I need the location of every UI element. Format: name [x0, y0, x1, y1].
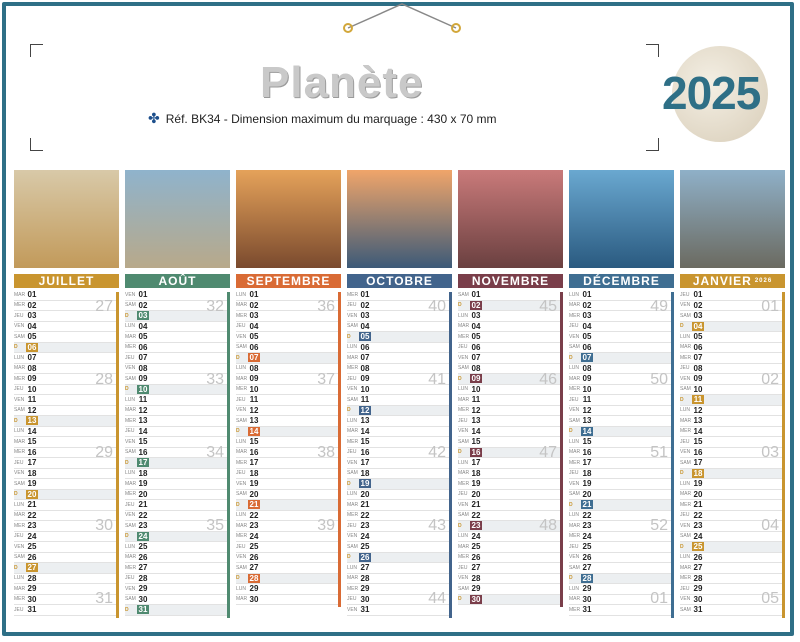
- day-row: VEN 18: [14, 469, 119, 480]
- day-row: LUN 11: [125, 395, 230, 406]
- day-row: JEU 11: [569, 395, 674, 406]
- day-row: VEN 22: [125, 511, 230, 522]
- day-row: JEU 07: [125, 353, 230, 364]
- day-row: LUN 19: [680, 479, 785, 490]
- day-row: MAR 09: [569, 374, 674, 385]
- day-row: VEN 31: [347, 605, 452, 616]
- day-row: JEU 25: [569, 542, 674, 553]
- day-row: SAM 27: [569, 563, 674, 574]
- day-row: MER 15: [347, 437, 452, 448]
- day-row: SAM 22: [458, 511, 563, 522]
- week-number: 40: [428, 298, 446, 315]
- day-row: JEU 01: [680, 290, 785, 301]
- day-row: MER 05: [458, 332, 563, 343]
- month-accent-bar: [338, 292, 341, 607]
- week-number: 01: [650, 590, 668, 607]
- year-label: 2025: [662, 67, 761, 119]
- day-row: JEU 09: [347, 374, 452, 385]
- month-photo: [14, 170, 119, 268]
- brand-title: Planète: [260, 58, 424, 107]
- day-row: SAM 29: [458, 584, 563, 595]
- day-row: MER 09: [14, 374, 119, 385]
- day-row: D 05: [347, 332, 452, 343]
- day-row: JEU 20: [458, 490, 563, 501]
- week-number: 33: [206, 371, 224, 388]
- day-row: D 14: [236, 427, 341, 438]
- week-number: 50: [650, 371, 668, 388]
- day-row: MER 13: [125, 416, 230, 427]
- week-number: 46: [539, 371, 557, 388]
- day-row: D 28: [569, 574, 674, 585]
- day-row: VEN 09: [680, 374, 785, 385]
- day-row: MER 23: [14, 521, 119, 532]
- day-row: SAM 27: [236, 563, 341, 574]
- month-photo: [680, 170, 785, 268]
- day-row: MAR 02: [569, 301, 674, 312]
- week-number: 47: [539, 444, 557, 461]
- day-row: JEU 27: [458, 563, 563, 574]
- day-row: JEU 08: [680, 364, 785, 375]
- week-number: 35: [206, 517, 224, 534]
- crop-mark: [30, 138, 43, 151]
- day-row: D 25: [680, 542, 785, 553]
- day-row: VEN 03: [347, 311, 452, 322]
- day-row: SAM 26: [14, 553, 119, 564]
- day-row: MAR 22: [14, 511, 119, 522]
- month-header: [125, 274, 230, 288]
- month-accent-bar: [227, 292, 230, 618]
- month-photo: [458, 170, 563, 268]
- day-row: D 19: [347, 479, 452, 490]
- day-row: MAR 04: [458, 322, 563, 333]
- week-number: 29: [95, 444, 113, 461]
- day-row: VEN 29: [125, 584, 230, 595]
- month-header: [569, 274, 674, 288]
- day-row: SAM 19: [14, 479, 119, 490]
- month-column: [680, 170, 785, 634]
- day-row: VEN 07: [458, 353, 563, 364]
- day-row: MAR 18: [458, 469, 563, 480]
- week-number: 34: [206, 444, 224, 461]
- day-row: SAM 16: [125, 448, 230, 459]
- month-accent-bar: [782, 292, 785, 618]
- day-row: SAM 05: [14, 332, 119, 343]
- day-row: JEU 23: [347, 521, 452, 532]
- month-header: [347, 274, 452, 288]
- crop-mark: [646, 138, 659, 151]
- reference-line: [148, 110, 497, 127]
- day-row: LUN 13: [347, 416, 452, 427]
- day-row: MAR 27: [680, 563, 785, 574]
- day-row: MAR 15: [14, 437, 119, 448]
- day-row: MAR 28: [347, 574, 452, 585]
- month-header: [14, 274, 119, 288]
- month-accent-bar: [560, 292, 563, 607]
- day-row: LUN 29: [236, 584, 341, 595]
- day-row: LUN 08: [236, 364, 341, 375]
- day-row: JEU 10: [14, 385, 119, 396]
- day-row: D 27: [14, 563, 119, 574]
- month-column: [569, 170, 674, 634]
- day-row: SAM 17: [680, 458, 785, 469]
- week-number: 01: [761, 298, 779, 315]
- week-number: 05: [761, 590, 779, 607]
- day-row: LUN 15: [569, 437, 674, 448]
- day-row: MER 08: [347, 364, 452, 375]
- day-row: LUN 17: [458, 458, 563, 469]
- day-row: SAM 09: [125, 374, 230, 385]
- day-row: JEU 30: [347, 595, 452, 606]
- week-number: 38: [317, 444, 335, 461]
- day-row: JEU 04: [236, 322, 341, 333]
- day-row: MAR 07: [347, 353, 452, 364]
- day-row: JEU 22: [680, 511, 785, 522]
- month-name: SEPTEMBRE: [246, 274, 331, 288]
- day-row: MAR 20: [680, 490, 785, 501]
- day-row: MAR 16: [236, 448, 341, 459]
- week-number: 03: [761, 444, 779, 461]
- day-row: JEU 11: [236, 395, 341, 406]
- month-subtitle: 2026: [754, 278, 773, 284]
- day-row: MAR 09: [236, 374, 341, 385]
- day-row: MER 29: [347, 584, 452, 595]
- month-accent-bar: [449, 292, 452, 618]
- day-row: VEN 30: [680, 595, 785, 606]
- day-row: VEN 10: [347, 385, 452, 396]
- day-row: VEN 12: [236, 406, 341, 417]
- day-row: LUN 29: [569, 584, 674, 595]
- day-row: MAR 30: [236, 595, 341, 606]
- day-row: JEU 02: [347, 301, 452, 312]
- day-row: JEU 25: [236, 542, 341, 553]
- day-row: LUN 06: [347, 343, 452, 354]
- day-row: VEN 24: [347, 532, 452, 543]
- week-number: 31: [95, 590, 113, 607]
- month-photo: [125, 170, 230, 268]
- day-row: D 04: [680, 322, 785, 333]
- day-row: VEN 05: [236, 332, 341, 343]
- day-row: D 23: [458, 521, 563, 532]
- day-row: MER 03: [569, 311, 674, 322]
- year-block: [662, 46, 772, 156]
- day-row: D 20: [14, 490, 119, 501]
- week-number: 43: [428, 517, 446, 534]
- day-row: LUN 08: [569, 364, 674, 375]
- day-row: MAR 01: [14, 290, 119, 301]
- day-row: MAR 13: [680, 416, 785, 427]
- day-row: LUN 12: [680, 406, 785, 417]
- week-number: 02: [761, 371, 779, 388]
- crop-mark: [646, 44, 659, 57]
- day-row: MER 17: [236, 458, 341, 469]
- day-row: MAR 29: [14, 584, 119, 595]
- week-number: 42: [428, 444, 446, 461]
- month-column: [14, 170, 119, 634]
- day-row: SAM 06: [569, 343, 674, 354]
- day-row: MAR 02: [236, 301, 341, 312]
- day-row: SAM 30: [125, 595, 230, 606]
- day-row: VEN 19: [236, 479, 341, 490]
- month-name: JUILLET: [38, 274, 95, 288]
- month-column: [458, 170, 563, 634]
- week-number: 36: [317, 298, 335, 315]
- day-row: MER 21: [680, 500, 785, 511]
- day-row: VEN 26: [236, 553, 341, 564]
- day-row: D 26: [347, 553, 452, 564]
- day-row: JEU 28: [125, 574, 230, 585]
- day-row: MAR 08: [14, 364, 119, 375]
- day-row: MAR 25: [458, 542, 563, 553]
- day-row: D 14: [569, 427, 674, 438]
- day-row: MER 10: [236, 385, 341, 396]
- month-photo: [569, 170, 674, 268]
- day-row: LUN 04: [125, 322, 230, 333]
- day-row: JEU 29: [680, 584, 785, 595]
- month-name: AOÛT: [158, 274, 197, 288]
- day-row: MAR 14: [347, 427, 452, 438]
- day-row: LUN 25: [125, 542, 230, 553]
- day-row: D 21: [569, 500, 674, 511]
- day-row: MER 07: [680, 353, 785, 364]
- day-row: MER 17: [569, 458, 674, 469]
- day-row: D 03: [125, 311, 230, 322]
- month-header: [680, 274, 785, 288]
- day-row: D 09: [458, 374, 563, 385]
- day-row: VEN 28: [458, 574, 563, 585]
- day-row: LUN 01: [236, 290, 341, 301]
- day-row: SAM 08: [458, 364, 563, 375]
- day-row: MER 28: [680, 574, 785, 585]
- day-row: VEN 15: [125, 437, 230, 448]
- day-row: SAM 02: [125, 301, 230, 312]
- day-row: VEN 12: [569, 406, 674, 417]
- day-row: SAM 06: [236, 343, 341, 354]
- day-row: JEU 24: [14, 532, 119, 543]
- day-row: JEU 03: [14, 311, 119, 322]
- week-number: 45: [539, 298, 557, 315]
- month-name: JANVIER: [692, 274, 752, 288]
- month-name: OCTOBRE: [366, 274, 433, 288]
- crop-mark: [30, 44, 43, 57]
- week-number: 48: [539, 517, 557, 534]
- day-row: D 12: [347, 406, 452, 417]
- day-row: MER 19: [458, 479, 563, 490]
- day-row: MAR 06: [680, 343, 785, 354]
- hanging-cord: [342, 0, 462, 34]
- clover-icon: ✤: [148, 110, 160, 126]
- day-row: MER 30: [14, 595, 119, 606]
- day-row: LUN 26: [680, 553, 785, 564]
- day-row: VEN 23: [680, 521, 785, 532]
- day-row: JEU 21: [125, 500, 230, 511]
- day-row: LUN 28: [14, 574, 119, 585]
- day-row: SAM 20: [236, 490, 341, 501]
- day-row: D 24: [125, 532, 230, 543]
- day-row: MER 06: [125, 343, 230, 354]
- week-number: 52: [650, 517, 668, 534]
- day-row: MAR 12: [125, 406, 230, 417]
- day-row: SAM 04: [347, 322, 452, 333]
- day-row: D 07: [236, 353, 341, 364]
- day-row: MAR 23: [236, 521, 341, 532]
- day-row: VEN 08: [125, 364, 230, 375]
- day-row: SAM 23: [125, 521, 230, 532]
- month-photo: [347, 170, 452, 268]
- day-row: SAM 13: [569, 416, 674, 427]
- day-row: MER 03: [236, 311, 341, 322]
- week-number: 44: [428, 590, 446, 607]
- week-number: 32: [206, 298, 224, 315]
- day-row: VEN 05: [569, 332, 674, 343]
- day-row: D 06: [14, 343, 119, 354]
- day-row: LUN 22: [236, 511, 341, 522]
- day-row: VEN 16: [680, 448, 785, 459]
- day-row: JEU 06: [458, 343, 563, 354]
- day-row: D 28: [236, 574, 341, 585]
- month-name: DÉCEMBRE: [583, 274, 660, 288]
- day-row: JEU 13: [458, 416, 563, 427]
- day-row: VEN 11: [14, 395, 119, 406]
- day-row: LUN 05: [680, 332, 785, 343]
- day-row: SAM 10: [680, 385, 785, 396]
- day-row: SAM 18: [347, 469, 452, 480]
- month-accent-bar: [671, 292, 674, 618]
- day-row: MAR 16: [569, 448, 674, 459]
- day-row: SAM 24: [680, 532, 785, 543]
- day-row: MAR 21: [347, 500, 452, 511]
- day-row: LUN 03: [458, 311, 563, 322]
- month-photo: [236, 170, 341, 268]
- day-row: VEN 02: [680, 301, 785, 312]
- day-row: D 31: [125, 605, 230, 616]
- day-row: JEU 16: [347, 448, 452, 459]
- day-row: MER 22: [347, 511, 452, 522]
- week-number: 28: [95, 371, 113, 388]
- day-row: D 02: [458, 301, 563, 312]
- month-column: [347, 170, 452, 634]
- day-row: D 11: [680, 395, 785, 406]
- month-accent-bar: [116, 292, 119, 618]
- day-row: LUN 21: [14, 500, 119, 511]
- day-row: SAM 03: [680, 311, 785, 322]
- day-row: MAR 26: [125, 553, 230, 564]
- month-header: [458, 274, 563, 288]
- day-row: SAM 25: [347, 542, 452, 553]
- day-row: LUN 24: [458, 532, 563, 543]
- day-row: D 18: [680, 469, 785, 480]
- day-row: LUN 27: [347, 563, 452, 574]
- week-number: 51: [650, 444, 668, 461]
- day-row: JEU 18: [569, 469, 674, 480]
- day-row: D 16: [458, 448, 563, 459]
- week-number: 49: [650, 298, 668, 315]
- week-number: 37: [317, 371, 335, 388]
- day-row: VEN 14: [458, 427, 563, 438]
- day-row: LUN 18: [125, 469, 230, 480]
- day-row: JEU 18: [236, 469, 341, 480]
- day-row: D 21: [236, 500, 341, 511]
- day-row: SAM 13: [236, 416, 341, 427]
- day-row: D 07: [569, 353, 674, 364]
- months-grid: [14, 170, 786, 634]
- week-number: 41: [428, 371, 446, 388]
- day-row: MER 31: [569, 605, 674, 616]
- day-row: SAM 12: [14, 406, 119, 417]
- day-row: LUN 20: [347, 490, 452, 501]
- day-row: MER 01: [347, 290, 452, 301]
- day-row: MER 27: [125, 563, 230, 574]
- day-row: D 30: [458, 595, 563, 606]
- day-row: LUN 07: [14, 353, 119, 364]
- day-row: VEN 25: [14, 542, 119, 553]
- day-row: LUN 10: [458, 385, 563, 396]
- day-row: JEU 31: [14, 605, 119, 616]
- day-row: VEN 01: [125, 290, 230, 301]
- day-row: MER 20: [125, 490, 230, 501]
- month-column: [236, 170, 341, 634]
- day-row: MER 24: [236, 532, 341, 543]
- reference-text: Réf. BK34 - Dimension maximum du marquage : 430 x 70 mm: [165, 111, 497, 126]
- month-name: NOVEMBRE: [471, 274, 550, 288]
- day-row: VEN 04: [14, 322, 119, 333]
- day-row: MER 16: [14, 448, 119, 459]
- day-row: MAR 23: [569, 521, 674, 532]
- day-row: SAM 15: [458, 437, 563, 448]
- day-row: MER 10: [569, 385, 674, 396]
- day-row: MAR 05: [125, 332, 230, 343]
- day-row: MER 24: [569, 532, 674, 543]
- day-row: JEU 15: [680, 437, 785, 448]
- day-row: SAM 01: [458, 290, 563, 301]
- week-number: 39: [317, 517, 335, 534]
- day-row: MAR 30: [569, 595, 674, 606]
- month-column: [125, 170, 230, 634]
- day-row: SAM 31: [680, 605, 785, 616]
- week-number: 27: [95, 298, 113, 315]
- day-row: JEU 17: [14, 458, 119, 469]
- day-row: LUN 14: [14, 427, 119, 438]
- day-row: MER 12: [458, 406, 563, 417]
- month-header: [236, 274, 341, 288]
- day-row: VEN 19: [569, 479, 674, 490]
- day-row: D 17: [125, 458, 230, 469]
- day-row: VEN 17: [347, 458, 452, 469]
- day-row: VEN 26: [569, 553, 674, 564]
- day-row: MAR 11: [458, 395, 563, 406]
- day-row: D 10: [125, 385, 230, 396]
- day-row: JEU 04: [569, 322, 674, 333]
- day-row: SAM 20: [569, 490, 674, 501]
- week-number: 30: [95, 517, 113, 534]
- week-number: 04: [761, 517, 779, 534]
- day-row: MER 26: [458, 553, 563, 564]
- day-row: D 13: [14, 416, 119, 427]
- day-row: LUN 15: [236, 437, 341, 448]
- day-row: MAR 19: [125, 479, 230, 490]
- day-row: VEN 21: [458, 500, 563, 511]
- day-row: SAM 11: [347, 395, 452, 406]
- day-row: MER 14: [680, 427, 785, 438]
- day-row: MER 02: [14, 301, 119, 312]
- day-row: JEU 14: [125, 427, 230, 438]
- day-row: LUN 01: [569, 290, 674, 301]
- day-row: LUN 22: [569, 511, 674, 522]
